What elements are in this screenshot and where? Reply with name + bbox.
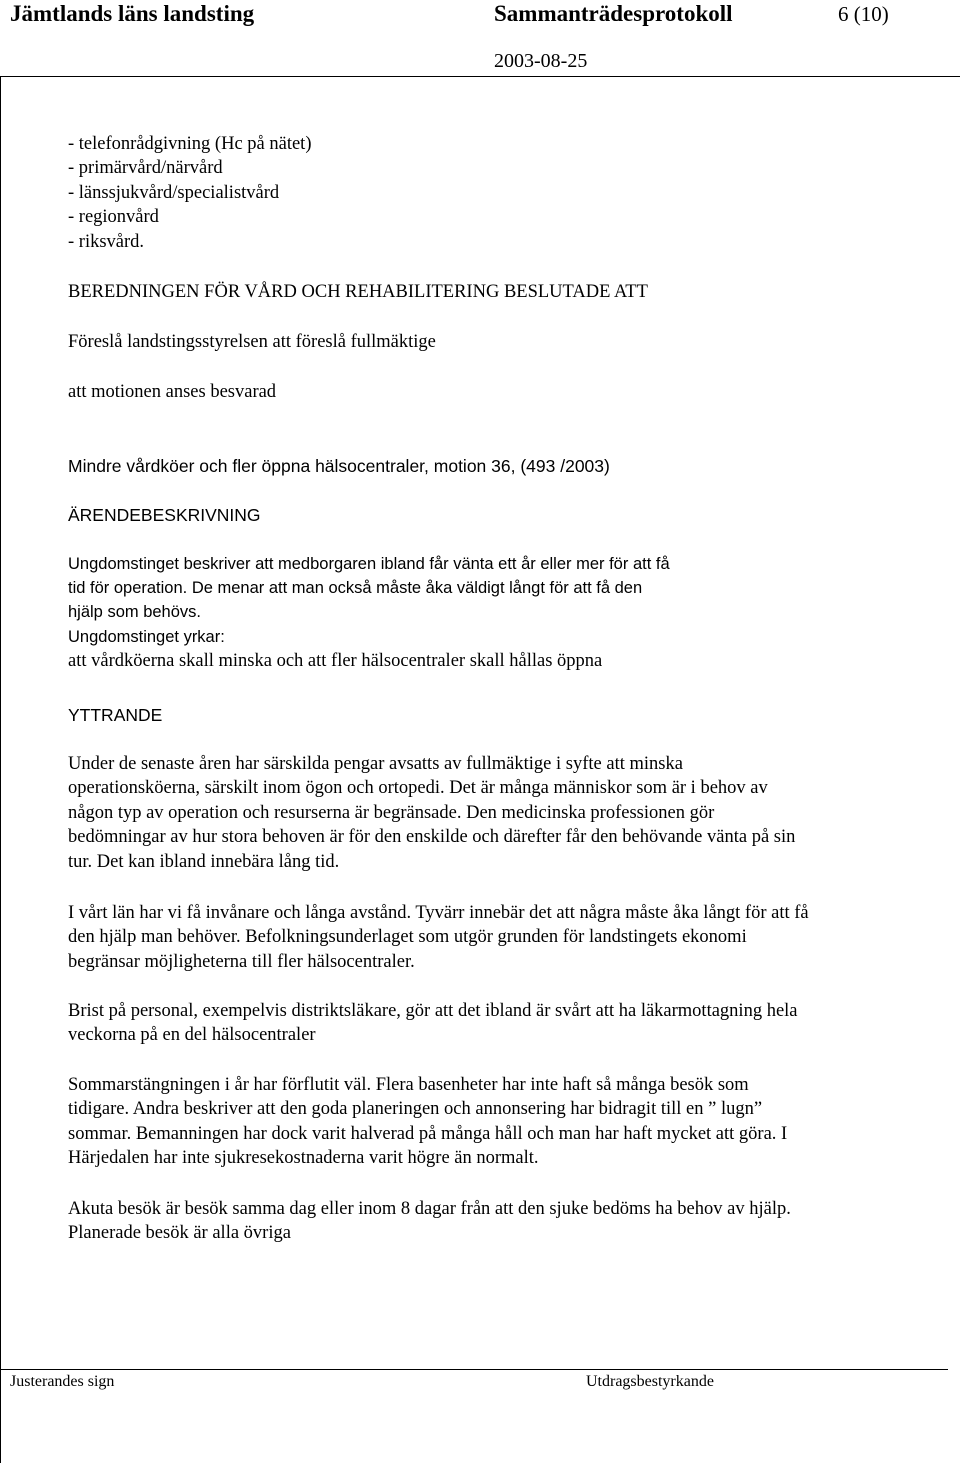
text-line: Planerade besök är alla övriga <box>68 1223 291 1244</box>
text-line: veckorna på en del hälsocentraler <box>68 1025 316 1046</box>
document-type: Sammanträdesprotokoll <box>494 1 733 26</box>
certification-label: Utdragsbestyrkande <box>586 1373 714 1390</box>
text-line: Sommarstängningen i år har förflutit väl. Flera basenheter har inte haft så många besök som <box>68 1075 749 1095</box>
text-line: den hjälp man behöver. Befolkningsunderlaget som utgör grunden för landstingets ekonomi <box>68 927 747 948</box>
text-line: bedömningar av hur stora behoven är för den enskilde och därefter får den behövande vänta på sin <box>68 827 796 848</box>
text-line: begränsar möjligheterna till fler hälsocentraler. <box>68 951 415 972</box>
text-line: Under de senaste åren har särskilda pengar avsatts av fullmäktige i syfte att minska <box>68 754 683 774</box>
statement-paragraph-2 <box>68 901 809 974</box>
text-line: sommar. Bemanningen har dock varit halverad på många håll och man har haft mycket att göra. I <box>68 1123 788 1144</box>
decision-proposal: Föreslå landstingsstyrelsen att föreslå fullmäktige <box>68 332 436 352</box>
signature-label: Justerandes sign <box>10 1373 115 1390</box>
description-heading: ÄRENDEBESKRIVNING <box>68 505 261 525</box>
text-line: tid för operation. De menar att man också måste åka väldigt långt för att få den <box>68 579 643 598</box>
decision-outcome: att motionen anses besvarad <box>68 382 277 402</box>
top-rule <box>0 76 960 77</box>
list-item: - länssjukvård/specialistvård <box>68 182 280 203</box>
meeting-date: 2003-08-25 <box>494 50 588 72</box>
text-line: tidigare. Andra beskriver att den goda planeringen och annonsering har bidragit till en ” lugn” <box>68 1099 763 1120</box>
text-line: att vårdköerna skall minska och att fler hälsocentraler skall hållas öppna <box>68 650 603 671</box>
text-line: Ungdomstinget yrkar: <box>68 627 225 646</box>
channel-list <box>68 132 311 254</box>
text-line: tur. Det kan ibland innebära lång tid. <box>68 851 340 872</box>
case-title: Mindre vårdköer och fler öppna hälsocentraler, motion 36, (493 /2003) <box>68 456 610 476</box>
text-line: någon typ av operation och resurserna är begränsade. Den medicinska professionen gör <box>68 802 715 823</box>
statement-paragraph-5 <box>68 1197 791 1246</box>
list-item: - regionvård <box>68 207 159 228</box>
text-line: operationsköerna, särskilt inom ögon och ortopedi. Det är många människor som är i behov av <box>68 778 768 799</box>
text-line: Brist på personal, exempelvis distriktsläkare, gör att det ibland är svårt att ha läkarmottagning hela <box>68 1001 798 1021</box>
text-line: Härjedalen har inte sjukresekostnaderna varit högre än normalt. <box>68 1148 539 1169</box>
statement-heading: YTTRANDE <box>68 705 163 725</box>
left-margin-rule <box>0 76 1 1463</box>
text-line: hjälp som behövs. <box>68 603 201 622</box>
page-number: 6 (10) <box>838 2 889 26</box>
text-line: Ungdomstinget beskriver att medborgaren ibland får vänta ett år eller mer för att få <box>68 555 670 573</box>
statement-paragraph-4 <box>68 1073 787 1171</box>
organization-name: Jämtlands läns landsting <box>10 1 255 26</box>
list-item: - riksvård. <box>68 231 145 252</box>
statement-paragraph-3 <box>68 999 798 1048</box>
text-line: Akuta besök är besök samma dag eller inom 8 dagar från att den sjuke bedöms ha behov av hjälp. <box>68 1199 791 1219</box>
decision-heading: BEREDNINGEN FÖR VÅRD OCH REHABILITERING BESLUTADE ATT <box>68 282 648 302</box>
list-item: - primärvård/närvård <box>68 158 223 179</box>
footer-rule <box>0 1369 948 1370</box>
list-item: - telefonrådgivning (Hc på nätet) <box>68 134 312 154</box>
text-line: I vårt län har vi få invånare och långa avstånd. Tyvärr innebär det att några måste åka långt för att få <box>68 903 809 923</box>
statement-paragraph-1 <box>68 752 795 874</box>
case-description <box>68 552 670 673</box>
